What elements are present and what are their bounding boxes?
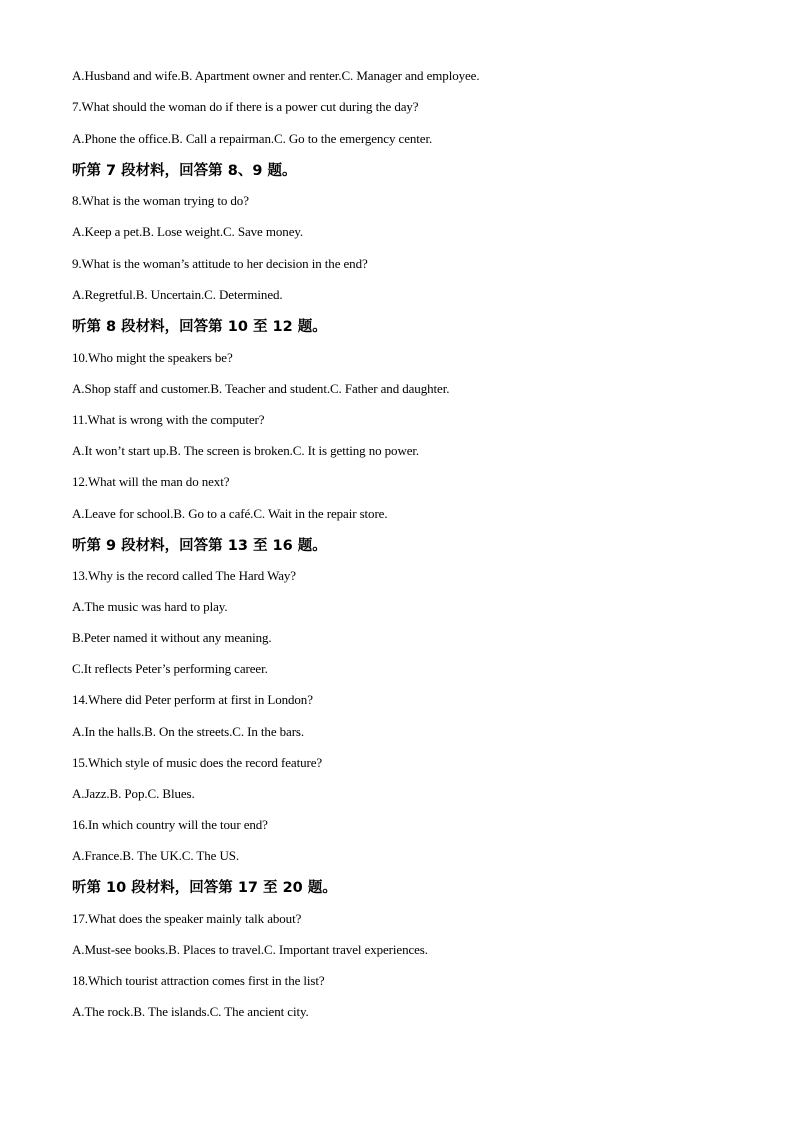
question-18: 18.Which tourist attraction comes first in the list? (72, 973, 325, 988)
answer-options-q8: A.Keep a pet.B. Lose weight.C. Save money. (72, 224, 304, 239)
question-16: 16.In which country will the tour end? (72, 817, 268, 832)
answer-options-q16: A.France.B. The UK.C. The US. (72, 848, 240, 863)
answer-options-q9: A.Regretful.B. Uncertain.C. Determined. (72, 287, 283, 302)
question-15: 15.Which style of music does the record feature? (72, 755, 323, 770)
answer-option-13b: B.Peter named it without any meaning. (72, 630, 272, 645)
answer-options-q7: A.Phone the office.B. Call a repairman.C. Go to the emergency center. (72, 131, 433, 146)
question-13: 13.Why is the record called The Hard Way? (72, 568, 296, 583)
question-12: 12.What will the man do next? (72, 474, 230, 489)
answer-options-q14: A.In the halls.B. On the streets.C. In the bars. (72, 724, 305, 739)
answer-options-q18: A.The rock.B. The islands.C. The ancient city. (72, 1004, 309, 1019)
question-10: 10.Who might the speakers be? (72, 350, 233, 365)
answer-options-q11: A.It won’t start up.B. The screen is broken.C. It is getting no power. (72, 443, 420, 458)
question-7: 7.What should the woman do if there is a power cut during the day? (72, 99, 419, 114)
question-9: 9.What is the woman’s attitude to her decision in the end? (72, 256, 368, 271)
question-11: 11.What is wrong with the computer? (72, 412, 265, 427)
question-8: 8.What is the woman trying to do? (72, 193, 249, 208)
section-heading-10: 听第 10 段材料，回答第 17 至 20 题。 (72, 880, 337, 896)
section-heading-9: 听第 9 段材料，回答第 13 至 16 题。 (72, 538, 327, 554)
answer-options-q15: A.Jazz.B. Pop.C. Blues. (72, 786, 195, 801)
answer-options-q6: A.Husband and wife.B. Apartment owner and renter.C. Manager and employee. (72, 68, 480, 83)
answer-options-q17: A.Must-see books.B. Places to travel.C. Important travel experiences. (72, 942, 428, 957)
answer-option-13a: A.The music was hard to play. (72, 599, 228, 614)
question-14: 14.Where did Peter perform at first in London? (72, 692, 313, 707)
section-heading-8: 听第 8 段材料，回答第 10 至 12 题。 (72, 319, 327, 335)
answer-options-q12: A.Leave for school.B. Go to a café.C. Wait in the repair store. (72, 506, 388, 521)
question-17: 17.What does the speaker mainly talk about? (72, 911, 302, 926)
answer-options-q10: A.Shop staff and customer.B. Teacher and student.C. Father and daughter. (72, 381, 450, 396)
section-heading-7: 听第 7 段材料，回答第 8、9 题。 (72, 163, 297, 179)
answer-option-13c: C.It reflects Peter’s performing career. (72, 661, 268, 676)
